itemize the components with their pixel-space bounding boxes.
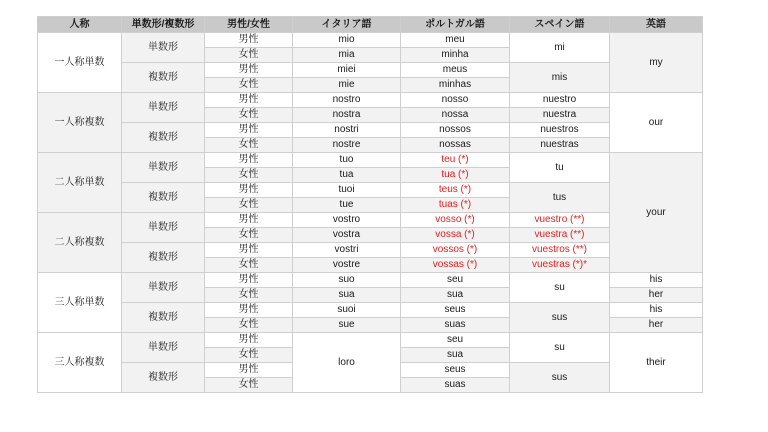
italian-cell: vostri: [293, 243, 401, 258]
person-cell: 二人称単数: [38, 153, 122, 213]
portuguese-cell: meus: [401, 63, 510, 78]
header-spanish: スペイン語: [510, 17, 610, 33]
portuguese-cell: teus (*): [401, 183, 510, 198]
english-cell: her: [610, 288, 703, 303]
portuguese-cell: seus: [401, 363, 510, 378]
portuguese-cell: tuas (*): [401, 198, 510, 213]
italian-cell: sua: [293, 288, 401, 303]
portuguese-cell: vossas (*): [401, 258, 510, 273]
person-cell: 一人称複数: [38, 93, 122, 153]
gender-cell: 男性: [205, 93, 293, 108]
english-cell: his: [610, 303, 703, 318]
gender-cell: 男性: [205, 303, 293, 318]
gender-cell: 男性: [205, 243, 293, 258]
italian-cell: tuoi: [293, 183, 401, 198]
person-cell: 一人称単数: [38, 33, 122, 93]
possessive-pronoun-table: [37, 16, 703, 393]
spanish-cell: sus: [510, 363, 610, 393]
italian-cell: nostre: [293, 138, 401, 153]
gender-cell: 女性: [205, 258, 293, 273]
table-row: [38, 93, 703, 108]
header-person: 人称: [38, 17, 122, 33]
table-row: [38, 333, 703, 348]
portuguese-cell: seu: [401, 273, 510, 288]
spanish-cell: nuestro: [510, 93, 610, 108]
spanish-cell: nuestros: [510, 123, 610, 138]
gender-cell: 男性: [205, 123, 293, 138]
gender-cell: 男性: [205, 213, 293, 228]
possessive-table-container: [37, 16, 703, 393]
portuguese-cell: nosso: [401, 93, 510, 108]
italian-cell: nostro: [293, 93, 401, 108]
number-cell: 複数形: [122, 123, 205, 153]
italian-cell: suo: [293, 273, 401, 288]
portuguese-cell: sua: [401, 348, 510, 363]
person-cell: 三人称複数: [38, 333, 122, 393]
english-cell: your: [610, 153, 703, 273]
spanish-cell: nuestras: [510, 138, 610, 153]
italian-cell: tuo: [293, 153, 401, 168]
spanish-cell: vuestras (*)*: [510, 258, 610, 273]
gender-cell: 男性: [205, 273, 293, 288]
portuguese-cell: suas: [401, 318, 510, 333]
gender-cell: 男性: [205, 333, 293, 348]
portuguese-cell: meu: [401, 33, 510, 48]
number-cell: 複数形: [122, 63, 205, 93]
spanish-cell: mis: [510, 63, 610, 93]
portuguese-cell: minha: [401, 48, 510, 63]
spanish-cell: sus: [510, 303, 610, 333]
italian-cell: vostra: [293, 228, 401, 243]
header-english: 英語: [610, 17, 703, 33]
gender-cell: 女性: [205, 198, 293, 213]
spanish-cell: tus: [510, 183, 610, 213]
spanish-cell: vuestros (**): [510, 243, 610, 258]
english-cell: her: [610, 318, 703, 333]
number-cell: 単数形: [122, 213, 205, 243]
table-row: [38, 183, 703, 198]
spanish-cell: nuestra: [510, 108, 610, 123]
spanish-cell: su: [510, 333, 610, 363]
gender-cell: 男性: [205, 33, 293, 48]
table-row: [38, 33, 703, 48]
italian-cell: sue: [293, 318, 401, 333]
spanish-cell: su: [510, 273, 610, 303]
gender-cell: 女性: [205, 108, 293, 123]
italian-cell: nostri: [293, 123, 401, 138]
italian-cell: miei: [293, 63, 401, 78]
gender-cell: 女性: [205, 138, 293, 153]
gender-cell: 女性: [205, 288, 293, 303]
table-row: [38, 123, 703, 138]
gender-cell: 男性: [205, 153, 293, 168]
gender-cell: 男性: [205, 63, 293, 78]
gender-cell: 女性: [205, 168, 293, 183]
person-cell: 三人称単数: [38, 273, 122, 333]
portuguese-cell: sua: [401, 288, 510, 303]
italian-cell: mie: [293, 78, 401, 93]
header-number: 単数形/複数形: [122, 17, 205, 33]
gender-cell: 女性: [205, 378, 293, 393]
english-cell: their: [610, 333, 703, 393]
portuguese-cell: tua (*): [401, 168, 510, 183]
gender-cell: 女性: [205, 318, 293, 333]
portuguese-cell: suas: [401, 378, 510, 393]
number-cell: 単数形: [122, 33, 205, 63]
portuguese-cell: teu (*): [401, 153, 510, 168]
gender-cell: 男性: [205, 363, 293, 378]
gender-cell: 女性: [205, 228, 293, 243]
portuguese-cell: nossa: [401, 108, 510, 123]
italian-cell: vostre: [293, 258, 401, 273]
gender-cell: 女性: [205, 348, 293, 363]
english-cell: our: [610, 93, 703, 153]
table-row: [38, 153, 703, 168]
english-cell: his: [610, 273, 703, 288]
italian-cell: tua: [293, 168, 401, 183]
header-italian: イタリア語: [293, 17, 401, 33]
number-cell: 単数形: [122, 273, 205, 303]
italian-cell: suoi: [293, 303, 401, 318]
italian-cell: nostra: [293, 108, 401, 123]
italian-cell: mio: [293, 33, 401, 48]
italian-cell: tue: [293, 198, 401, 213]
table-row: [38, 63, 703, 78]
header-row: [38, 17, 703, 33]
italian-cell: loro: [293, 333, 401, 393]
number-cell: 複数形: [122, 303, 205, 333]
spanish-cell: mi: [510, 33, 610, 63]
table-row: [38, 273, 703, 288]
portuguese-cell: vossa (*): [401, 228, 510, 243]
table-row: [38, 213, 703, 228]
header-portuguese: ポルトガル語: [401, 17, 510, 33]
italian-cell: vostro: [293, 213, 401, 228]
number-cell: 単数形: [122, 153, 205, 183]
gender-cell: 女性: [205, 78, 293, 93]
number-cell: 複数形: [122, 363, 205, 393]
header-gender: 男性/女性: [205, 17, 293, 33]
portuguese-cell: minhas: [401, 78, 510, 93]
gender-cell: 女性: [205, 48, 293, 63]
number-cell: 複数形: [122, 243, 205, 273]
english-cell: my: [610, 33, 703, 93]
number-cell: 複数形: [122, 183, 205, 213]
portuguese-cell: seu: [401, 333, 510, 348]
number-cell: 単数形: [122, 93, 205, 123]
gender-cell: 男性: [205, 183, 293, 198]
spanish-cell: vuestra (**): [510, 228, 610, 243]
portuguese-cell: vossos (*): [401, 243, 510, 258]
italian-cell: mia: [293, 48, 401, 63]
portuguese-cell: seus: [401, 303, 510, 318]
portuguese-cell: vosso (*): [401, 213, 510, 228]
table-row: [38, 243, 703, 258]
spanish-cell: vuestro (**): [510, 213, 610, 228]
portuguese-cell: nossos: [401, 123, 510, 138]
number-cell: 単数形: [122, 333, 205, 363]
spanish-cell: tu: [510, 153, 610, 183]
table-row: [38, 303, 703, 318]
portuguese-cell: nossas: [401, 138, 510, 153]
person-cell: 二人称複数: [38, 213, 122, 273]
